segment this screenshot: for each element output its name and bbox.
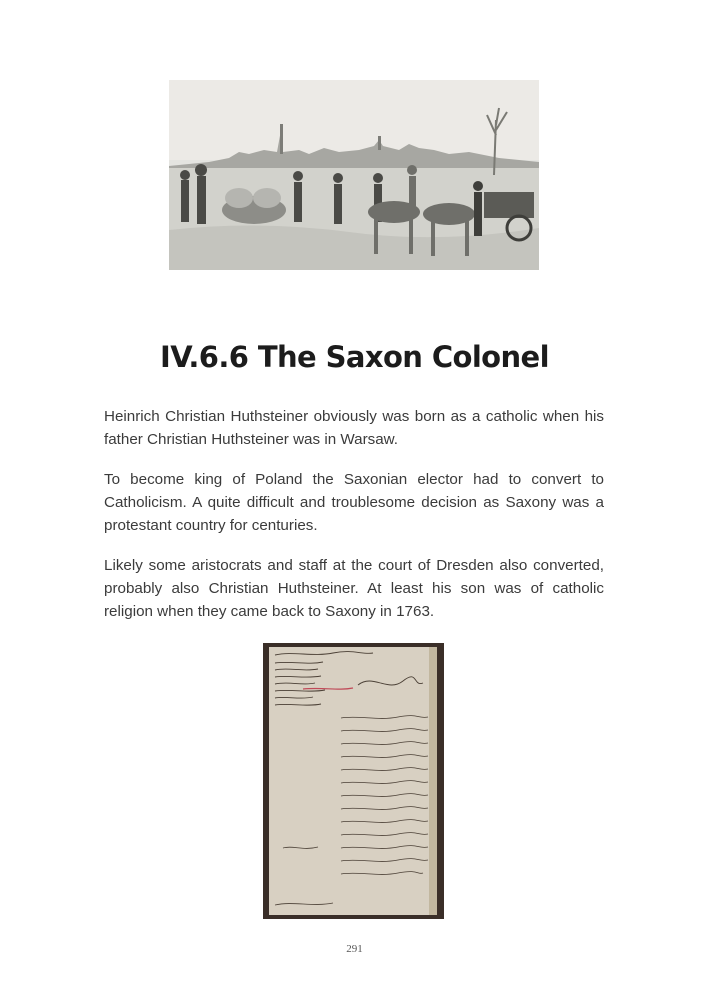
handwritten-manuscript-image — [263, 643, 444, 919]
body-text — [104, 405, 604, 640]
section-heading: IV.6.6 The Saxon Colonel — [160, 340, 549, 374]
paragraph: Likely some aristocrats and staff at the court of Dresden also converted, probably also Christian Huthsteiner. At least his son was of catholic religion when they came back to Saxony in 1763. — [104, 557, 604, 620]
saxon-army-sketch-illustration — [169, 80, 539, 270]
paragraph: Heinrich Christian Huthsteiner obviously was born as a catholic when his father Christian Huthsteiner was in Warsaw. — [104, 408, 604, 448]
page-number: 291 — [346, 943, 363, 955]
paragraph: To become king of Poland the Saxonian elector had to convert to Catholicism. A quite difficult and troublesome decision as Saxony was a protestant country for centuries. — [104, 471, 604, 534]
